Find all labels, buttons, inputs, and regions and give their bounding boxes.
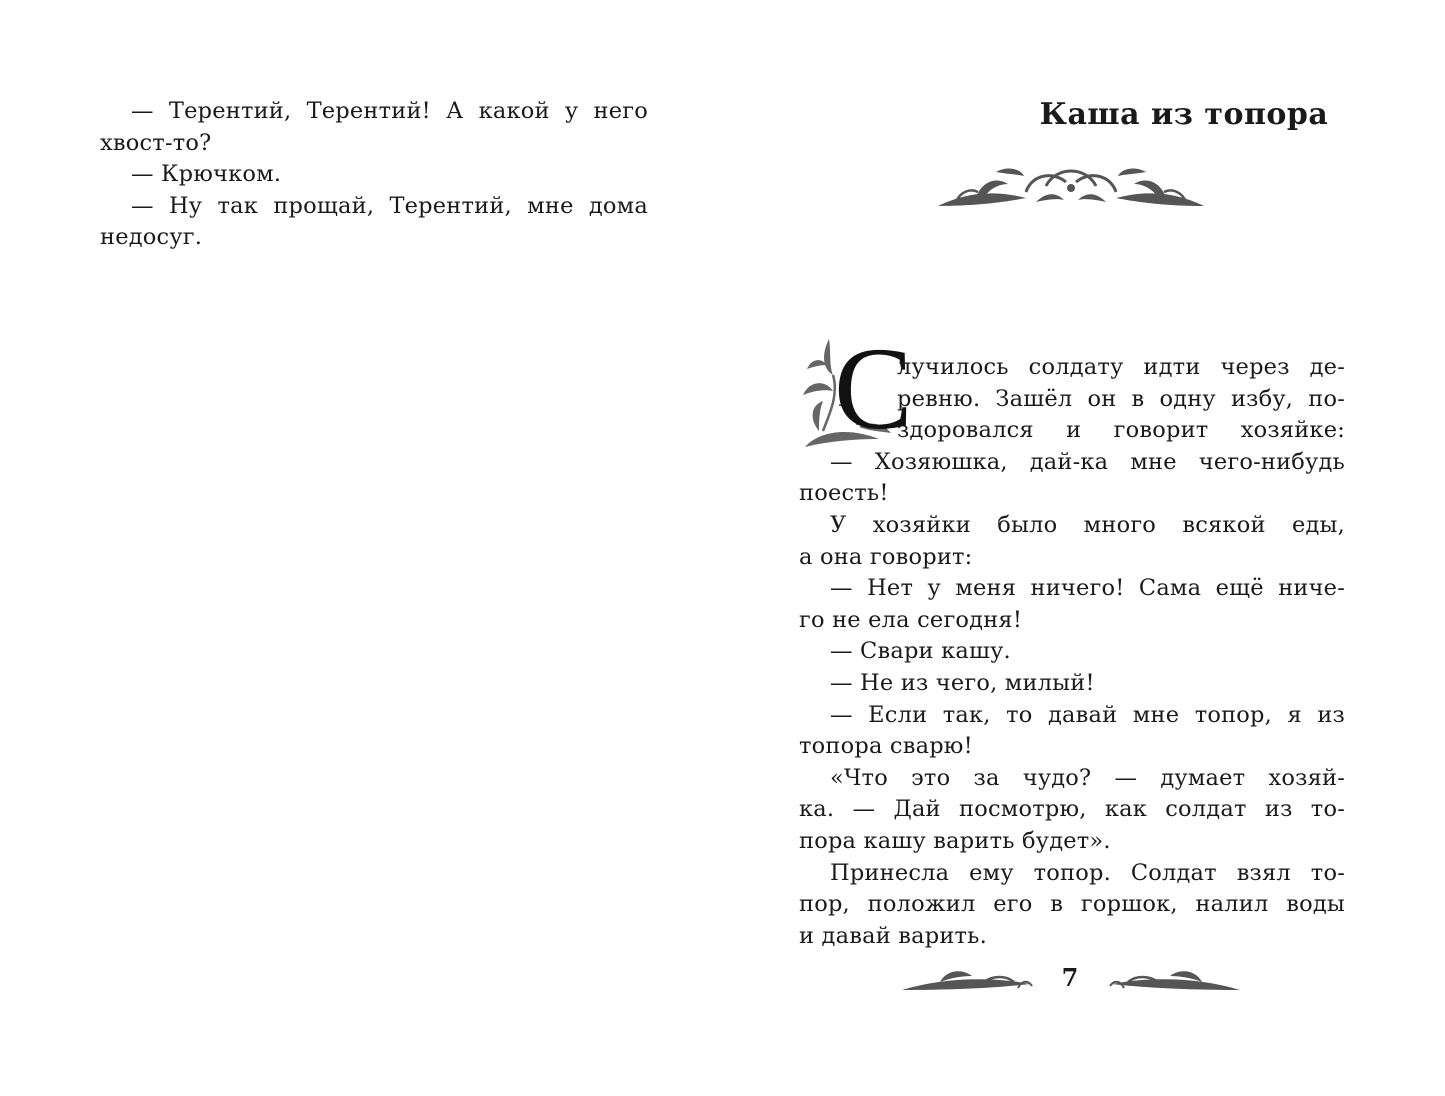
- text-line: здоровался и говорит хозяйке:: [897, 417, 1345, 444]
- drop-cap-letter: С: [834, 323, 913, 454]
- chapter-title: Каша из топора: [1039, 97, 1329, 132]
- text-line: — Крючком.: [131, 161, 282, 188]
- text-line: лучилось солдату идти через де-: [897, 354, 1345, 380]
- text-line: пор, положил его в горшок, налил воды: [799, 891, 1345, 918]
- left-page-text: [100, 96, 648, 254]
- text-line: — Ну так прощай, Терентий, мне дома: [131, 192, 648, 219]
- text-line: У хозяйки было много всякой еды,: [830, 511, 1345, 538]
- text-line: поесть!: [799, 480, 889, 507]
- text-line: ка. — Дай посмотрю, как солдат из то-: [799, 796, 1345, 823]
- right-page-text: [799, 352, 1345, 952]
- text-line: а она говорит:: [799, 543, 973, 570]
- text-line: — Терентий, Терентий! А какой у него: [131, 98, 648, 124]
- title-ornament-icon: [936, 162, 1206, 216]
- text-line: пора кашу варить будет».: [799, 827, 1111, 854]
- text-line: недосуг.: [100, 224, 203, 251]
- text-line: — Не из чего, милый!: [830, 669, 1095, 696]
- text-line: топора сварю!: [799, 733, 973, 760]
- text-line: Принесла ему топор. Солдат взял то-: [830, 859, 1345, 886]
- left-page: [0, 0, 722, 1096]
- page-number: 7: [1061, 963, 1079, 992]
- text-line: — Если так, то давай мне топор, я из: [830, 701, 1345, 728]
- text-line: го не ела сегодня!: [799, 606, 1023, 633]
- text-line: хвост-то?: [100, 129, 212, 156]
- text-line: — Свари кашу.: [830, 638, 1011, 665]
- right-page: [722, 0, 1445, 1096]
- text-line: и давай варить.: [799, 922, 987, 949]
- text-line: «Что это за чудо? — думает хозяй-: [830, 764, 1345, 791]
- text-line: ревню. Зашёл он в одну избу, по-: [897, 385, 1345, 412]
- text-line: — Хозяюшка, дай-ка мне чего-нибудь: [830, 448, 1345, 475]
- text-line: — Нет у меня ничего! Сама ещё ниче-: [830, 575, 1345, 602]
